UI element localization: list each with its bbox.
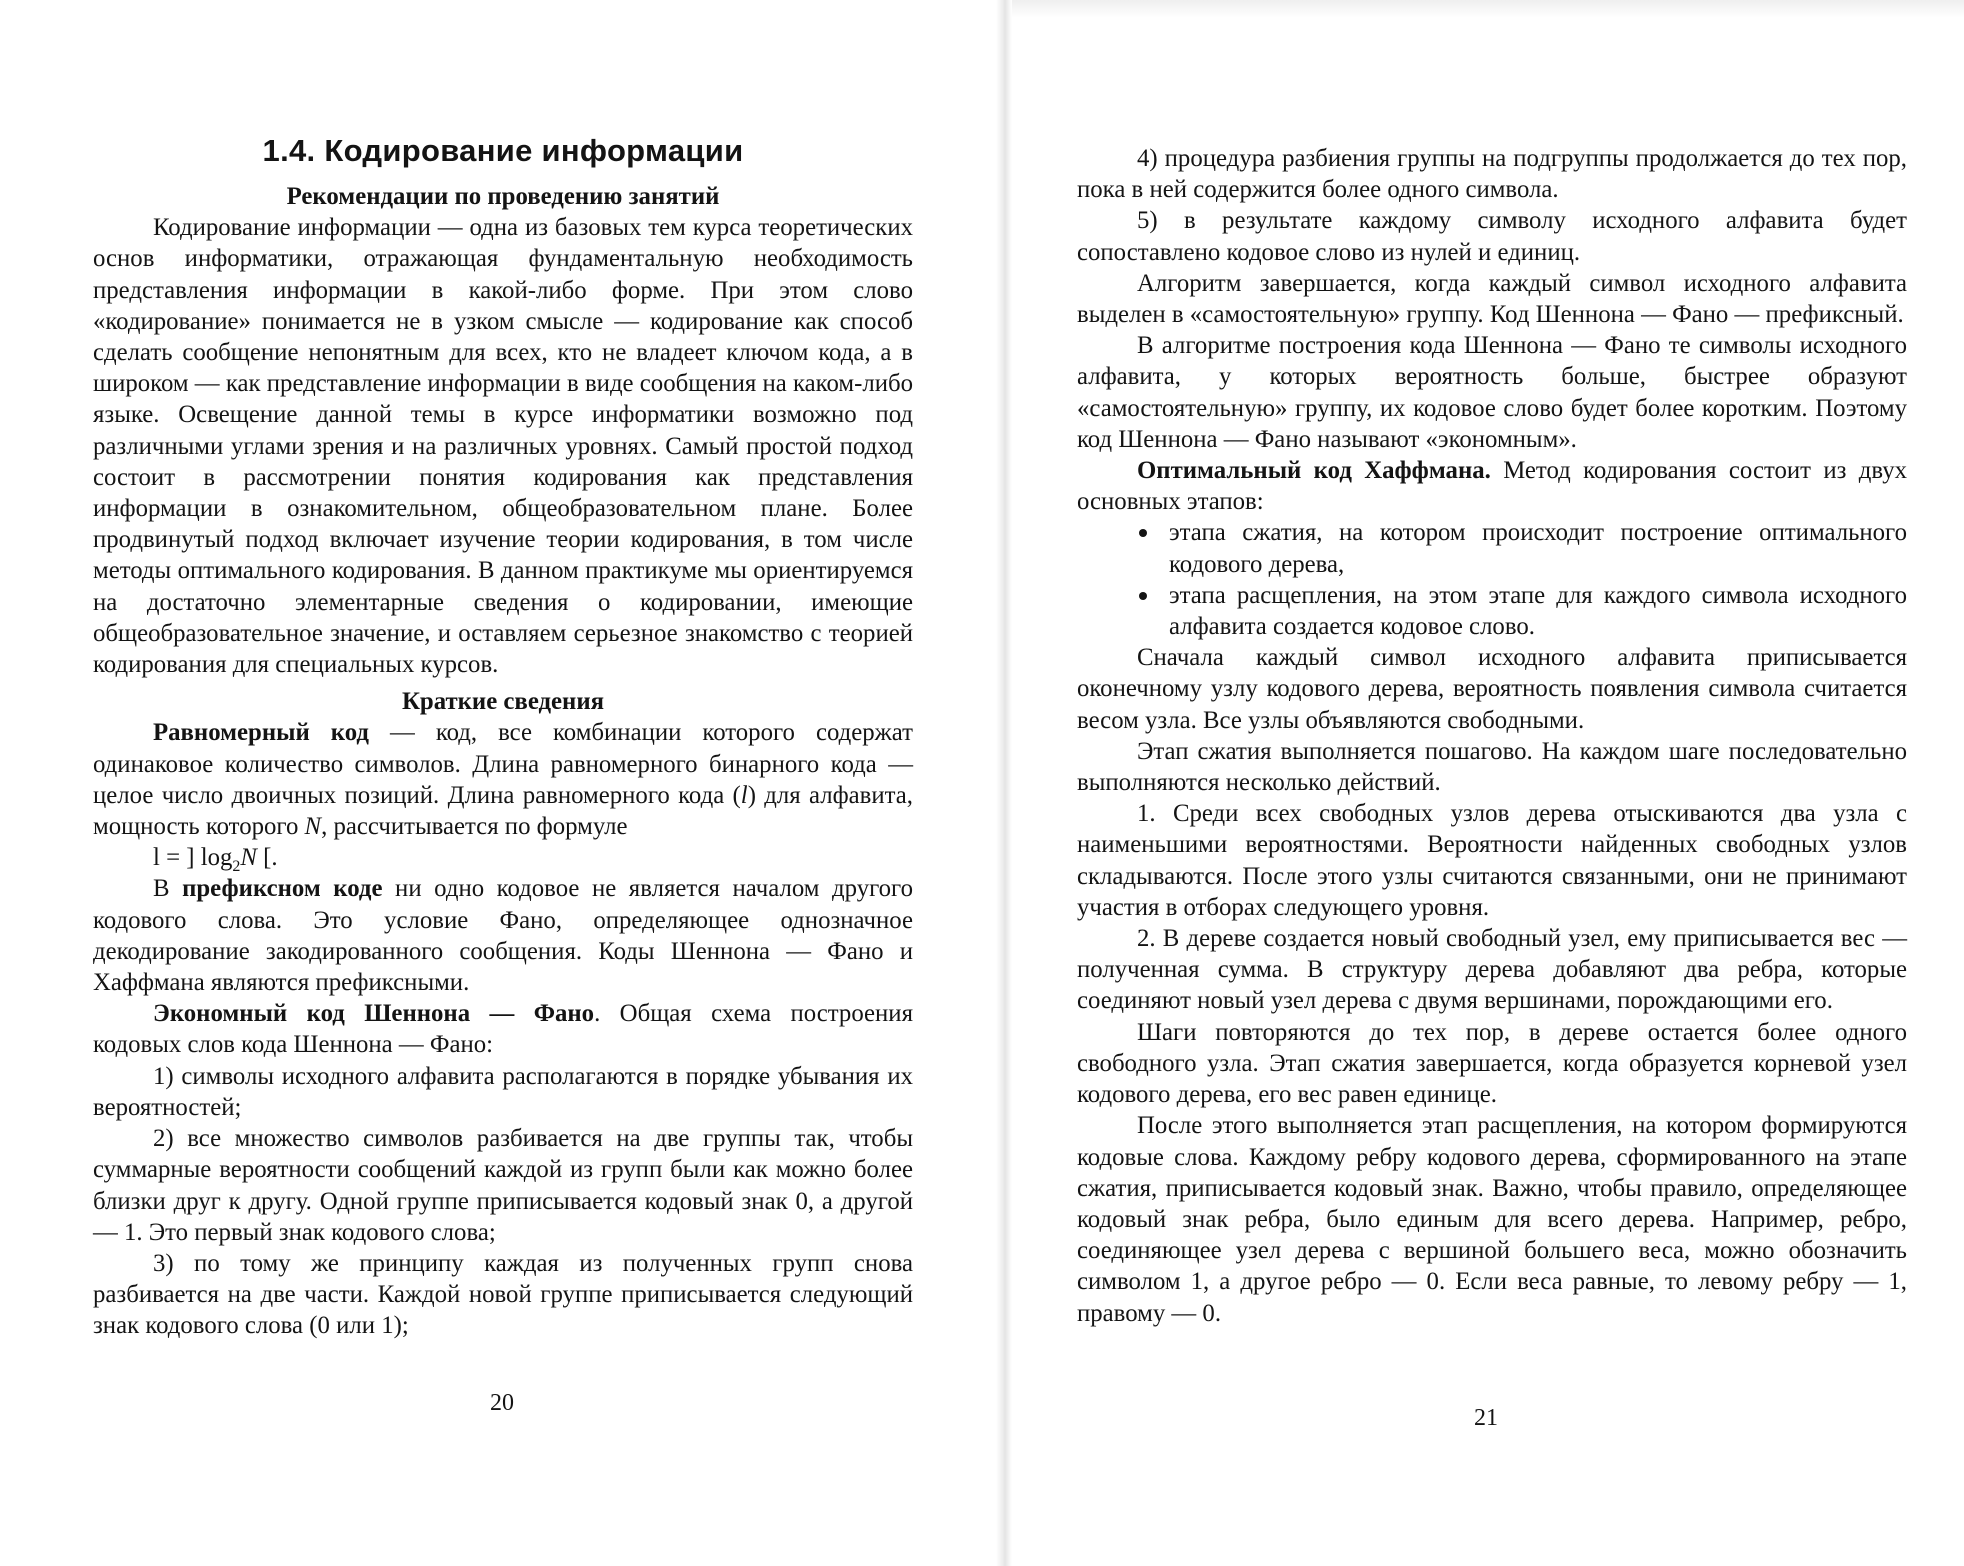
- uniform-code-text-c: , рассчитывается по формуле: [321, 813, 628, 841]
- shannon-fano-text: . Общая схема построения кодовых слов кода Шеннона — Фано:: [93, 1000, 913, 1059]
- section-title-summary: Краткие сведения: [401, 688, 605, 716]
- uniform-code-paragraph: [93, 717, 913, 842]
- step-4: 4) процедура разбиения группы на подгруппы продолжается до тех пор, пока в ней содержится более одного символа.: [1077, 145, 1907, 204]
- formula-prefix: l = ] log: [153, 844, 233, 872]
- prefix-code-text: ни одно кодовое не является началом другого кодового слова. Это условие Фано, определяющее однозначное декодирование закодированного сообщения. Коды Шеннона — Фано и Хаффмана являются префиксными.: [93, 875, 913, 997]
- shannon-fano-paragraph: [93, 998, 913, 1060]
- leaf-assignment-paragraph: Сначала каждый символ исходного алфавита приписывается оконечному узлу кодового дерева, вероятность появления символа считается весом узла. Все узлы объявляются свободными.: [1077, 644, 1907, 734]
- step-3: 3) по тому же принципу каждая из полученных групп снова разбивается на две части. Каждой новой группе приписывается следующий знак кодового слова (0 или 1);: [93, 1249, 913, 1340]
- var-n: N: [304, 813, 322, 841]
- formula-suffix: [.: [256, 844, 278, 872]
- list-item: [1137, 580, 1907, 642]
- repeat-paragraph: Шаги повторяются до тех пор, в дереве остается более одного свободного узла. Этап сжатия завершается, когда образуется корневой узел кодового дерева, его вес равен единице.: [1077, 1018, 1907, 1109]
- formula-var-n: N: [240, 844, 257, 872]
- huffman-stages-list: [1077, 517, 1907, 642]
- section-title-recommendations: Рекомендации по проведению занятий: [286, 183, 720, 210]
- prefix-code-paragraph: [93, 873, 913, 998]
- length-formula: [93, 842, 913, 876]
- compression-intro-paragraph: Этап сжатия выполняется пошагово. На каждом шаге последовательно выполняются несколько действий.: [1077, 737, 1907, 797]
- compression-step-1: 1. Среди всех свободных узлов дерева отыскиваются два узла с наименьшими вероятностями. Вероятности найденных свободных узлов складываются. После этого узлы считаются связанными, они не принимают участия в отборах следующего уровня.: [1077, 800, 1907, 921]
- step-5: 5) в результате каждому символу исходного алфавита будет сопоставлено кодовое слово из нулей и единиц.: [1077, 207, 1907, 266]
- page-number-right: 21: [1474, 1405, 1498, 1431]
- compression-step-2: 2. В дереве создается новый свободный узел, ему приписывается вес — полученная сумма. В структуру дерева добавляют два ребра, которые соединяют новый узел дерева с двумя вершинами, порождающими его.: [1077, 925, 1907, 1015]
- page-number-left: 20: [490, 1390, 514, 1416]
- book-gutter: [996, 0, 1012, 1566]
- bullet-icon: [1139, 529, 1147, 537]
- step-1: 1) символы исходного алфавита располагаются в порядке убывания их вероятностей;: [93, 1062, 913, 1121]
- prefix-code-term: префиксном коде: [182, 875, 383, 903]
- left-page-text-column: [93, 131, 913, 1342]
- stage-splitting: этапа расщепления, на этом этапе для каждого символа исходного алфавита создается кодовое слово.: [1169, 581, 1907, 641]
- huffman-text: Метод кодирования состоит из двух основных этапов:: [1077, 457, 1908, 516]
- intro-paragraph: Кодирование информации — одна из базовых тем курса теоретических основ информатики, отражающая фундаментальную необходимость представления информации в какой-либо форме. При этом слово «кодирование» понимается не в узком смысле — кодирование как способ сделать сообщение непонятным для всех, кто не владеет ключом кода, а в широком — как представление информации в виде сообщения на каком-либо языке. Освещение данной темы в курсе информатики возможно под различными углами зрения и на различных уровнях. Самый простой подход состоит в рассмотрении понятия кодирования как представления информации в ознакомительном, общеобразовательном плане. Более продвинутый подход включает изучение теории кодирования, в том числе методы оптимального кодирования. В данном практикуме мы ориентируемся на достаточно элементарные сведения о кодировании, имеющие общеобразовательное значение, и оставляем серьезное знакомство с теорией кодирования для специальных курсов.: [93, 214, 913, 679]
- stage-compression: этапа сжатия, на котором происходит построение оптимального кодового дерева,: [1169, 519, 1907, 578]
- uniform-code-term: Равномерный код: [153, 719, 369, 747]
- uniform-code-text-a: — код, все комбинации которого содержат одинаковое количество символов. Длина равномерного бинарного кода — целое число двоичных позиций. Длина равномерного кода (: [93, 719, 913, 809]
- right-page-text-column: [1077, 143, 1907, 1329]
- splitting-paragraph: После этого выполняется этап расщепления, на котором формируются кодовые слова. Каждому ребру кодового дерева, сформированного на этапе сжатия, приписывается кодовый знак. Важно, чтобы правило, определяющее кодовый знак ребра, было единым для всего дерева. Например, ребро, соединяющее узел дерева с вершиной большего веса, можно обозначить символом 1, а другое ребро — 0. Если веса равные, то левому ребру — 1, правому — 0.: [1077, 1112, 1907, 1327]
- list-item: [1137, 517, 1907, 579]
- chapter-title: 1.4. Кодирование информации: [262, 133, 744, 168]
- economy-paragraph: В алгоритме построения кода Шеннона — Фано те символы исходного алфавита, у которых вероятность больше, быстрее образуют «самостоятельную» группу, их кодовое слово будет более коротким. Поэтому код Шеннона — Фано называют «экономным».: [1077, 332, 1907, 453]
- right-page: [1012, 0, 1964, 1566]
- step-2: 2) все множество символов разбивается на две группы так, чтобы суммарные вероятности сообщений каждой из групп были как можно более близки друг к другу. Одной группе приписывается кодовый знак 0, а другой — 1. Это первый знак кодового слова;: [93, 1125, 913, 1246]
- huffman-paragraph: [1077, 455, 1907, 517]
- algorithm-end-paragraph: Алгоритм завершается, когда каждый символ исходного алфавита выделен в «самостоятельную» группу. Код Шеннона — Фано — префиксный.: [1077, 269, 1907, 329]
- formula-log-base: 2: [232, 858, 241, 876]
- var-l: l: [740, 781, 748, 809]
- bullet-icon: [1139, 592, 1147, 600]
- prefix-code-lead: В: [153, 875, 183, 903]
- uniform-code-text-b: ) для алфавита, мощность которого: [93, 781, 914, 841]
- huffman-term: Оптимальный код Хаффмана.: [1137, 457, 1491, 485]
- shannon-fano-term: Экономный код Шеннона — Фано: [153, 1000, 595, 1028]
